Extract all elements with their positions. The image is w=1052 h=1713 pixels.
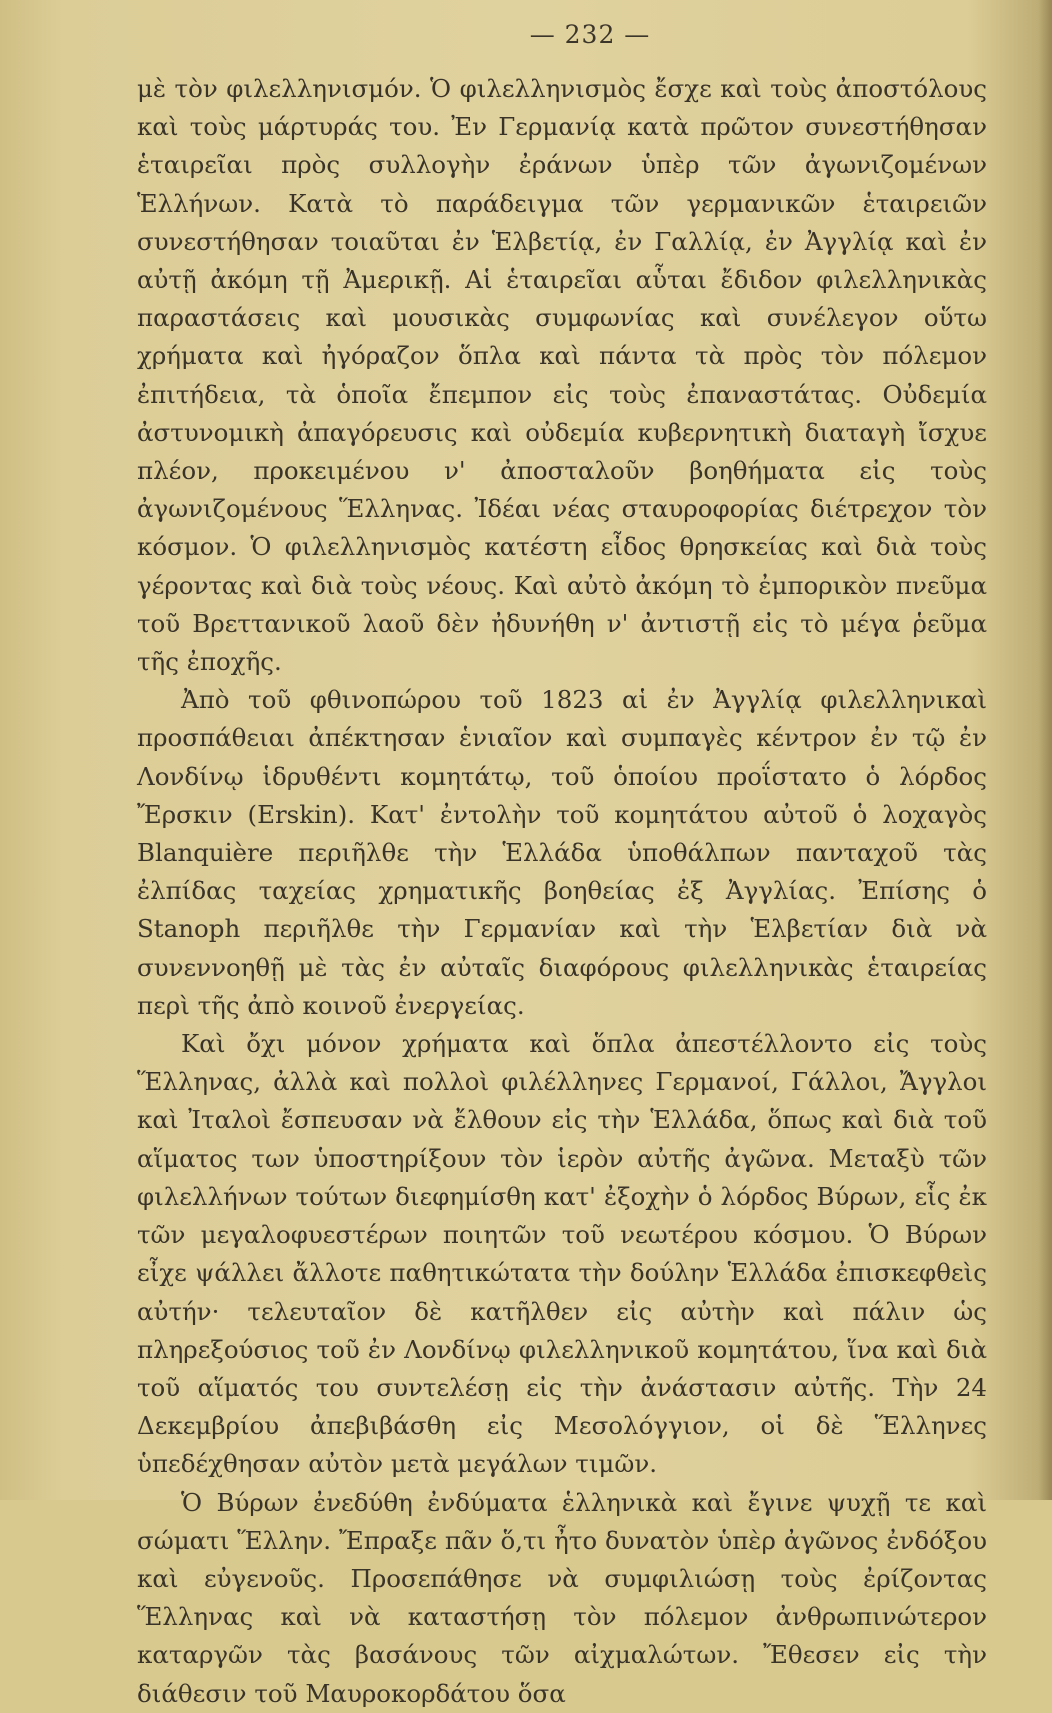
body-text — [137, 70, 987, 1713]
page-number: — 232 — — [529, 20, 651, 49]
paragraph: μὲ τὸν φιλελληνισμόν. Ὁ φιλελληνισμὸς ἔσχε καὶ τοὺς ἀποστόλους καὶ τοὺς μάρτυράς του. Ἐν Γερμανίᾳ κατὰ πρῶτον συνεστήθησαν ἑταιρεῖαι πρὸς συλλογὴν ἐράνων ὑπὲρ τῶν ἀγωνιζομένων Ἑλλήνων. Κατὰ τὸ παράδειγμα τῶν γερμανικῶν ἑταιρειῶν συνεστήθησαν τοιαῦται ἐν Ἑλβετίᾳ, ἐν Γαλλίᾳ, ἐν Ἀγγλίᾳ καὶ ἐν αὐτῇ ἀκόμη τῇ Ἀμερικῇ. Αἱ ἑταιρεῖαι αὗται ἔδιδον φιλελληνικὰς παραστάσεις καὶ μουσικὰς συμφωνίας καὶ συνέλεγον οὕτω χρήματα καὶ ἠγόραζον ὅπλα καὶ πάντα τὰ πρὸς τὸν πόλεμον ἐπιτήδεια, τὰ ὁποῖα ἔπεμπον εἰς τοὺς ἐπαναστάτας. Οὐδεμία ἀστυνομικὴ ἀπαγόρευσις καὶ οὐδεμία κυβερνητικὴ διαταγὴ ἴσχυε πλέον, προκειμένου ν' ἀποσταλοῦν βοηθήματα εἰς τοὺς ἀγωνιζομένους Ἕλληνας. Ἰδέαι νέας σταυροφορίας διέτρεχον τὸν κόσμον. Ὁ φιλελληνισμὸς κατέστη εἶδος θρησκείας καὶ διὰ τοὺς γέροντας καὶ διὰ τοὺς νέους. Καὶ αὐτὸ ἀκόμη τὸ ἐμπορικὸν πνεῦμα τοῦ Βρεττανικοῦ λαοῦ δὲν ἠδυνήθη ν' ἀντιστῇ εἰς τὸ μέγα ῥεῦμα τῆς ἐποχῆς. — [137, 74, 987, 677]
paragraph: Ὁ Βύρων ἐνεδύθη ἐνδύματα ἑλληνικὰ καὶ ἔγινε ψυχῇ τε καὶ σώματι Ἕλλην. Ἔπραξε πᾶν ὅ,τι ἦτο δυνατὸν ὑπὲρ ἀγῶνος ἐνδόξου καὶ εὐγενοῦς. Προσεπάθησε νὰ συμφιλιώσῃ τοὺς ἐρίζοντας Ἕλληνας καὶ νὰ καταστήσῃ τὸν πόλεμον ἀνθρωπινώτερον καταργῶν τὰς βασάνους τῶν αἰχμαλώτων. Ἔθεσεν εἰς τὴν διάθεσιν τοῦ Μαυροκορδάτου ὅσα — [137, 1487, 987, 1708]
paragraph: Ἀπὸ τοῦ φθινοπώρου τοῦ 1823 αἱ ἐν Ἀγγλίᾳ φιλελληνικαὶ προσπάθειαι ἀπέκτησαν ἑνιαῖον καὶ συμπαγὲς κέντρον ἐν τῷ ἐν Λονδίνῳ ἱδρυθέντι κομητάτῳ, τοῦ ὁποίου προΐστατο ὁ λόρδος Ἔρσκιν (Erskin). Κατ' ἐντολὴν τοῦ κομητάτου αὐτοῦ ὁ λοχαγὸς Blanquière περιῆλθε τὴν Ἑλλάδα ὑποθάλπων πανταχοῦ τὰς ἐλπίδας ταχείας χρηματικῆς βοηθείας ἐξ Ἀγγλίας. Ἐπίσης ὁ Stanoph περιῆλθε τὴν Γερμανίαν καὶ τὴν Ἑλβετίαν διὰ νὰ συνεννοηθῇ μὲ τὰς ἐν αὐταῖς διαφόρους φιλελληνικὰς ἑταιρείας περὶ τῆς ἀπὸ κοινοῦ ἐνεργείας. — [137, 685, 987, 1020]
paragraph: Καὶ ὄχι μόνον χρήματα καὶ ὅπλα ἀπεστέλλοντο εἰς τοὺς Ἕλληνας, ἀλλὰ καὶ πολλοὶ φιλέλληνες Γερμανοί, Γάλλοι, Ἄγγλοι καὶ Ἰταλοὶ ἔσπευσαν νὰ ἔλθουν εἰς τὴν Ἑλλάδα, ὅπως καὶ διὰ τοῦ αἵματος των ὑποστηρίξουν τὸν ἱερὸν αὐτῆς ἀγῶνα. Μεταξὺ τῶν φιλελλήνων τούτων διεφημίσθη κατ' ἐξοχὴν ὁ λόρδος Βύρων, εἷς ἐκ τῶν μεγαλοφυεστέρων ποιητῶν τοῦ νεωτέρου κόσμου. Ὁ Βύρων εἶχε ψάλλει ἄλλοτε παθητικώτατα τὴν δούλην Ἑλλάδα ἐπισκεφθεὶς αὐτήν· τελευταῖον δὲ κατῆλθεν εἰς αὐτὴν καὶ πάλιν ὡς πληρεξούσιος τοῦ ἐν Λονδίνῳ φιλελληνικοῦ κομητάτου, ἵνα καὶ διὰ τοῦ αἵματός του συντελέσῃ εἰς τὴν ἀνάστασιν αὐτῆς. Τὴν 24 Δεκεμβρίου ἀπεβιβάσθη εἰς Μεσολόγγιον, οἱ δὲ Ἕλληνες ὑπεδέχθησαν αὐτὸν μετὰ μεγάλων τιμῶν. — [137, 1029, 987, 1479]
page-edge-shadow — [1038, 0, 1052, 1500]
